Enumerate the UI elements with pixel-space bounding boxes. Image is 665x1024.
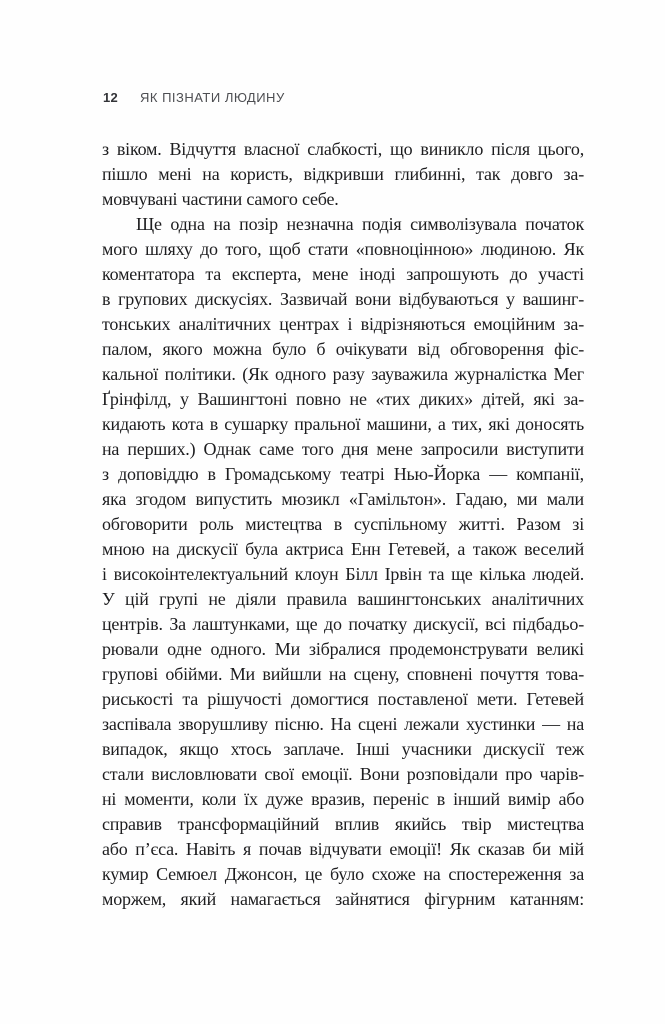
body-text-line: мною на дискусії була актриса Енн Гетевей, а також веселий xyxy=(102,539,584,559)
body-text-line: групові обійми. Ми вийшли на сцену, сповнені почуття това- xyxy=(102,664,584,684)
page-number: 12 xyxy=(103,90,119,105)
body-text-line: стали висловлювати свої емоції. Вони розповідали про чарів- xyxy=(102,764,584,784)
body-text-line: і високоінтелектуальний клоун Білл Ірвін та ще кілька людей. xyxy=(102,564,584,584)
body-text-line: ні моменти, коли їх дуже вразив, переніс в інший вимір або xyxy=(102,789,584,809)
body-text-line: риськості та рішучості домогтися поставленої мети. Гетевей xyxy=(102,689,584,709)
page-header xyxy=(103,90,285,106)
body-text-line: мовчувані частини самого себе. xyxy=(102,189,339,209)
running-title: ЯК ПІЗНАТИ ЛЮДИНУ xyxy=(140,90,285,105)
body-text-line: заспівала зворушливу пісню. На сцені лежали хустинки — на xyxy=(102,714,584,734)
body-text-line: коментатора та експерта, мене іноді запрошують до участі xyxy=(102,264,584,284)
body-text-line: випадок, якщо хтось заплаче. Інші учасники дискусії теж xyxy=(102,739,584,759)
body-text-line: справив трансформаційний вплив якийсь твір мистецтва xyxy=(102,814,584,834)
body-text-line: з доповіддю в Громадському театрі Нью-Йорка — компанії, xyxy=(102,464,584,484)
body-text-line: тонських аналітичних центрах і відрізняються емоційним за- xyxy=(102,314,584,334)
body-text-line: яка згодом випустить мюзикл «Гамільтон». Гадаю, ми мали xyxy=(102,489,584,509)
body-text-line: пішло мені на користь, відкривши глибинні, так довго за- xyxy=(102,164,584,184)
body-text-line: в групових дискусіях. Зазвичай вони відбуваються у вашинг- xyxy=(102,289,584,309)
body-text-line: обговорити роль мистецтва в суспільному житті. Разом зі xyxy=(102,514,584,534)
body-text xyxy=(102,137,584,912)
body-text-line: кидають кота в сушарку пральної машини, а тих, які доносять xyxy=(102,414,584,434)
body-text-line: кумир Семюел Джонсон, це було схоже на спостереження за xyxy=(102,864,584,884)
body-text-line: рювали одне одного. Ми зібралися продемонструвати великі xyxy=(102,639,584,659)
body-text-line: моржем, який намагається зайнятися фігурним катанням: xyxy=(102,889,584,909)
body-text-line: на перших.) Однак саме того дня мене запросили виступити xyxy=(102,439,584,459)
body-text-line: центрів. За лаштунками, ще до початку дискусії, всі підбадьо- xyxy=(102,614,584,634)
body-text-line: У цій групі не діяли правила вашингтонських аналітичних xyxy=(102,589,584,609)
body-text-line: з віком. Відчуття власної слабкості, що виникло після цього, xyxy=(102,139,584,159)
body-text-line: або п’єса. Навіть я почав відчувати емоції! Як сказав би мій xyxy=(102,839,584,859)
body-text-line: Ґрінфілд, у Вашингтоні повно не «тих диких» дітей, які за- xyxy=(102,389,584,409)
body-text-line: мого шляху до того, щоб стати «повноцінною» людиною. Як xyxy=(102,239,584,259)
body-text-line: кальної політики. (Як одного разу зауважила журналістка Мег xyxy=(102,364,584,384)
body-text-line: Ще одна на позір незначна подія символізувала початок xyxy=(136,214,584,234)
body-text-line: палом, якого можна було б очікувати від обговорення фіс- xyxy=(102,339,584,359)
